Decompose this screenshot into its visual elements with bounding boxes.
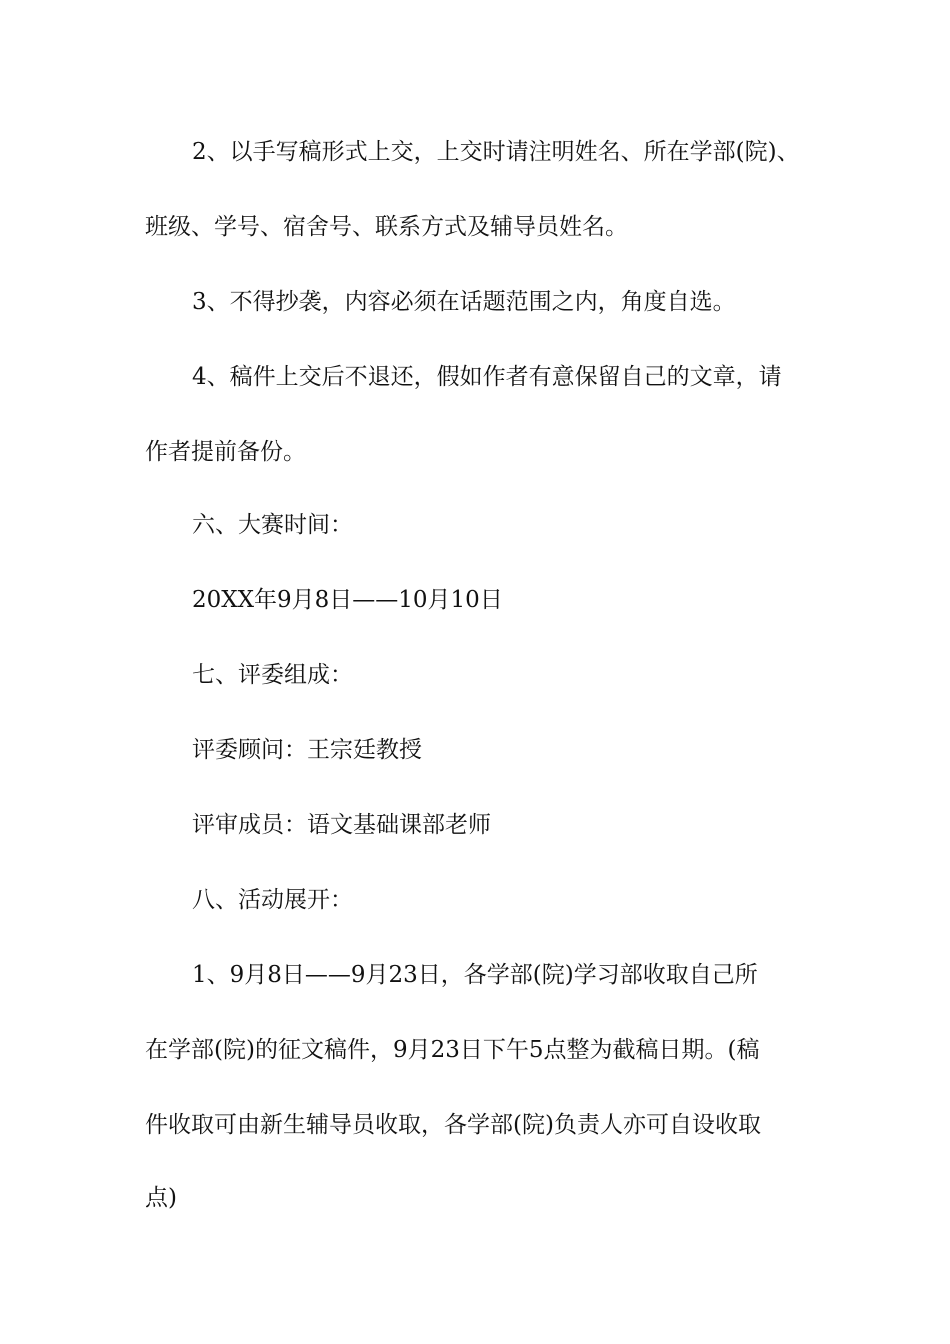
section-heading-time: 六、大赛时间： [192,512,353,538]
activity-line-1: 1、9月8日——9月23日，各学部(院)学习部收取自己所 [192,962,758,988]
contest-dates: 20XX年9月8日——10月10日 [192,587,503,613]
paragraph-line-1: 2、以手写稿形式上交，上交时请注明姓名、所在学部(院)、 [192,139,800,165]
paragraph-line-3: 3、不得抄袭，内容必须在话题范围之内，角度自选。 [192,289,736,315]
paragraph-line-2: 班级、学号、宿舍号、联系方式及辅导员姓名。 [145,214,628,240]
section-heading-activity: 八、活动展开： [192,887,353,913]
activity-line-3: 件收取可由新生辅导员收取，各学部(院)负责人亦可自设收取 [145,1112,761,1138]
judge-members: 评审成员：语文基础课部老师 [192,812,491,838]
judge-advisor: 评委顾问：王宗廷教授 [192,737,422,763]
activity-line-4: 点) [145,1185,177,1211]
paragraph-line-4: 4、稿件上交后不退还，假如作者有意保留自己的文章，请 [192,364,782,390]
activity-line-2: 在学部(院)的征文稿件，9月23日下午5点整为截稿日期。(稿 [145,1037,760,1063]
paragraph-line-5: 作者提前备份。 [145,439,306,465]
section-heading-judges: 七、评委组成： [192,662,353,688]
